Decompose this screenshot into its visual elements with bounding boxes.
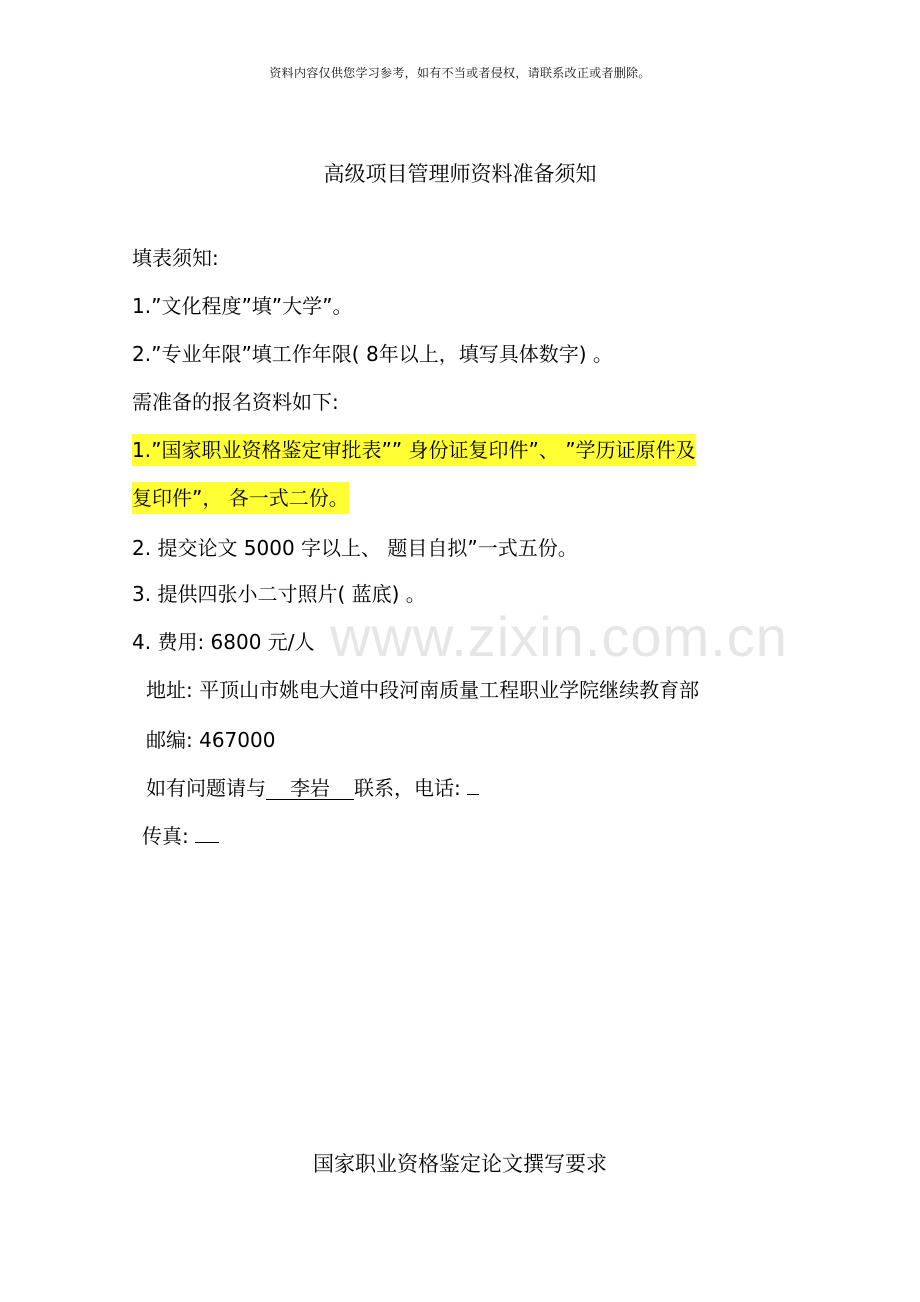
watermark: www.zixin.com.cn [330, 605, 788, 668]
inquiry-suffix: 联系，电话: [354, 776, 468, 800]
phone-blank [467, 794, 479, 795]
materials-item-2: 2. 提交论文 5000 字以上、 题目自拟”一式五份。 [132, 536, 578, 560]
postcode-line: 邮编: 467000 [146, 728, 276, 752]
highlighted-text: 复印件”， 各一式二份。 [132, 482, 349, 514]
fill-notes-heading: 填表须知: [132, 246, 219, 270]
inquiry-name-blank: 李岩 [266, 777, 354, 800]
fax-blank [195, 842, 219, 843]
fax-label: 传真: [142, 824, 196, 848]
fax-line [142, 822, 219, 850]
inquiry-line [146, 774, 479, 802]
header-note: 资料内容仅供您学习参考，如有不当或者侵权，请联系改正或者删除。 [269, 66, 651, 80]
next-section-title: 国家职业资格鉴定论文撰写要求 [313, 1152, 607, 1176]
fill-note-item-2: 2.”专业年限”填工作年限( 8年以上，填写具体数字) 。 [132, 342, 613, 366]
materials-item-3: 3. 提供四张小二寸照片( 蓝底) 。 [132, 582, 426, 606]
address-line: 地址: 平顶山市姚电大道中段河南质量工程职业学院继续教育部 [146, 678, 700, 702]
materials-heading: 需准备的报名资料如下: [132, 390, 339, 414]
materials-item-4: 4. 费用: 6800 元/人 [132, 630, 315, 654]
materials-item-1-line-1 [132, 436, 696, 464]
materials-item-1-line-2 [132, 484, 349, 512]
page-title: 高级项目管理师资料准备须知 [323, 162, 597, 186]
highlighted-text: 1.”国家职业资格鉴定审批表”” 身份证复印件”、 ”学历证原件及 [132, 434, 696, 466]
inquiry-prefix: 如有问题请与 [146, 776, 266, 800]
fill-note-item-1: 1.”文化程度”填”大学”。 [132, 294, 353, 318]
